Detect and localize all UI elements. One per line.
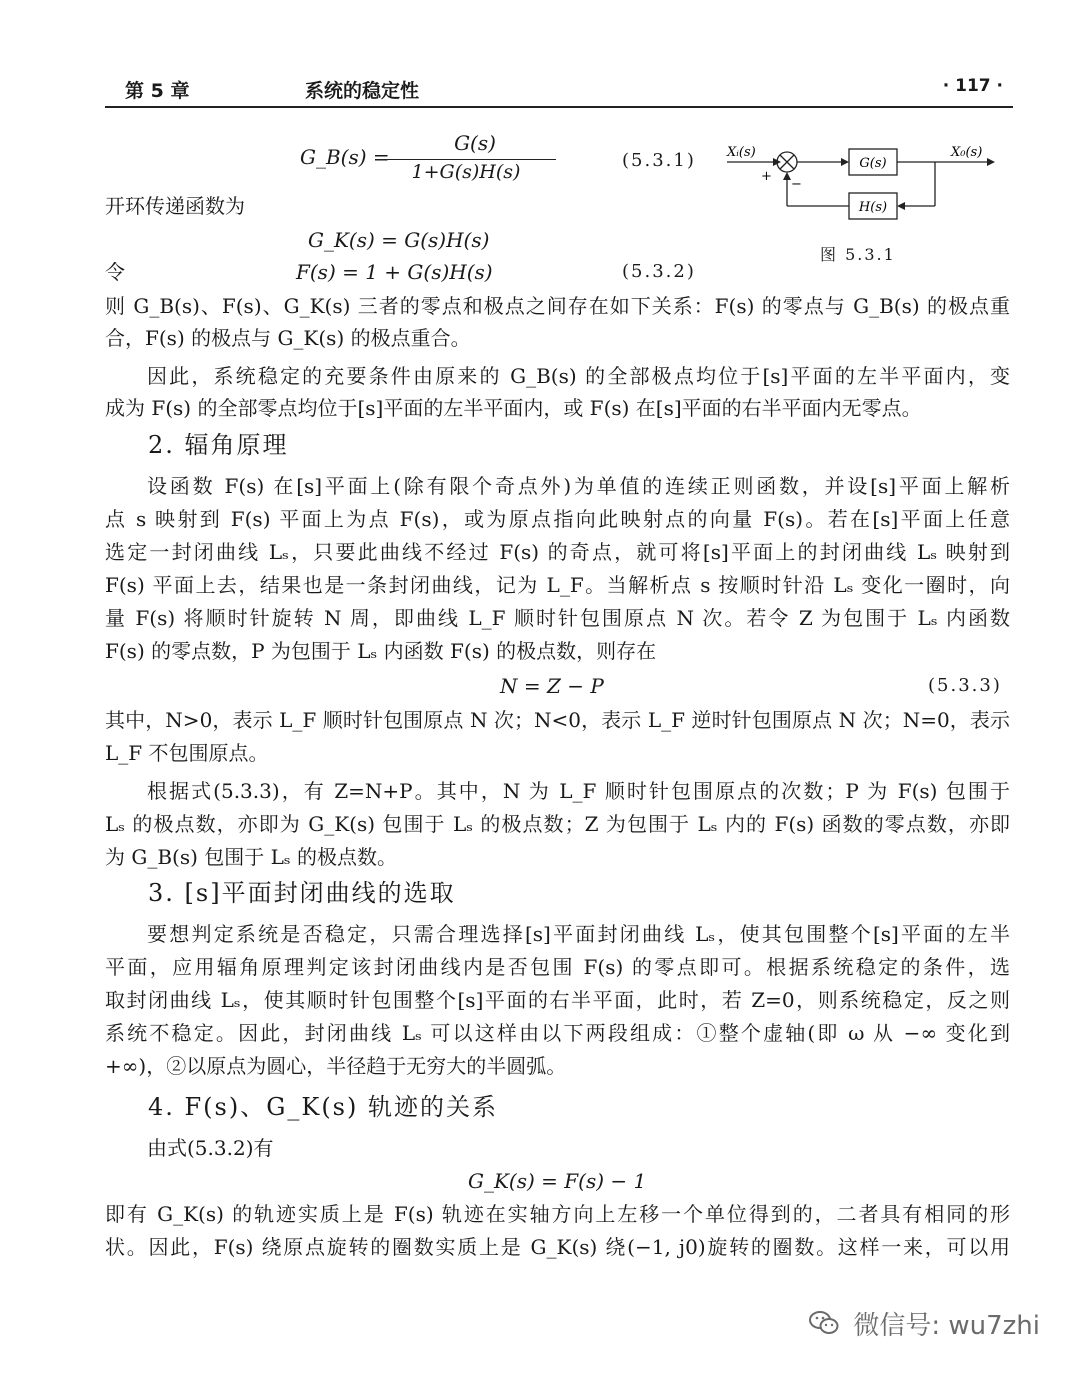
page-number: · 117 · bbox=[942, 76, 1003, 96]
eq-532-number: (5.3.2) bbox=[622, 261, 696, 282]
para4-line2: L_F 不包围原点。 bbox=[105, 741, 269, 765]
para3-line3: 选定一封闭曲线 Lₛ，只要此曲线不经过 F(s) 的奇点，就可将[s]平面上的封闭曲线 Lₛ 映射到 bbox=[105, 540, 1010, 564]
equation-5-3-2: F(s) = 1 + G(s)H(s) bbox=[296, 260, 493, 284]
minus-sign: − bbox=[791, 177, 802, 192]
para3-line6: F(s) 的零点数，P 为包围于 Lₛ 内函数 F(s) 的极点数，则存在 bbox=[105, 639, 657, 663]
output-arrowhead bbox=[987, 158, 995, 166]
para6-line3: 取封闭曲线 Lₛ，使其顺时针包围整个[s]平面的右半平面，此时，若 Z=0，则系统稳定，反之则 bbox=[105, 988, 1010, 1012]
para3-line4: F(s) 平面上去，结果也是一条封闭曲线，记为 L_F。当解析点 s 按顺时针沿 Lₛ 变化一圈时，向 bbox=[105, 573, 1010, 597]
para7: 由式(5.3.2)有 bbox=[147, 1136, 274, 1160]
para4-line1: 其中，N>0，表示 L_F 顺时针包围原点 N 次；N<0，表示 L_F 逆时针包围原点 N 次；N=0，表示 bbox=[105, 708, 1010, 732]
section-2-title: 2. 辐角原理 bbox=[148, 431, 289, 459]
para2-line2: 成为 F(s) 的全部零点均位于[s]平面的左半平面内，或 F(s) 在[s]平面的右半平面内无零点。 bbox=[105, 396, 922, 420]
section-4-title: 4. F(s)、G_K(s) 轨迹的关系 bbox=[148, 1093, 498, 1121]
equation-gk: G_K(s) = G(s)H(s) bbox=[308, 228, 490, 252]
para6-line2: 平面，应用辐角原理判定该封闭曲线内是否包围 F(s) 的零点即可。根据系统稳定的条件，选 bbox=[105, 955, 1010, 979]
ling-label: 令 bbox=[105, 260, 125, 284]
diagram-input-label: Xᵢ(s) bbox=[727, 145, 756, 160]
para6-line4: 系统不稳定。因此，封闭曲线 Lₛ 可以这样由以下两段组成：①整个虚轴(即 ω 从 −∞ 变化到 bbox=[105, 1021, 1010, 1045]
equation-gk-f: G_K(s) = F(s) − 1 bbox=[468, 1169, 647, 1193]
eq-533-number: (5.3.3) bbox=[928, 675, 1002, 696]
watermark-text: 微信号: wu7zhi bbox=[853, 1311, 1040, 1341]
forward-block-label: G(s) bbox=[859, 156, 887, 171]
plus-sign: + bbox=[761, 169, 772, 184]
running-header bbox=[105, 72, 1013, 108]
feedback-block-label: H(s) bbox=[858, 200, 888, 215]
section-3-title: 3. [s]平面封闭曲线的选取 bbox=[148, 879, 456, 907]
eq-531-lhs: G_B(s) = bbox=[300, 145, 390, 169]
para3-line5: 量 F(s) 将顺时针旋转 N 周，即曲线 L_F 顺时针包围原点 N 次。若令 Z 为包围于 Lₛ 内函数 bbox=[105, 606, 1010, 630]
wechat-watermark bbox=[809, 1305, 1040, 1343]
chapter-title: 系统的稳定性 bbox=[305, 80, 420, 102]
open-loop-intro: 开环传递函数为 bbox=[105, 194, 245, 218]
para6-line1: 要想判定系统是否稳定，只需合理选择[s]平面封闭曲线 Lₛ，使其包围整个[s]平面的左半 bbox=[147, 922, 1010, 946]
para8-line1: 即有 G_K(s) 的轨迹实质上是 F(s) 轨迹在实轴方向上左移一个单位得到的，二者具有相同的形 bbox=[105, 1202, 1010, 1226]
para5-line1: 根据式(5.3.3)，有 Z=N+P。其中，N 为 L_F 顺时针包围原点的次数；P 为 F(s) 包围于 bbox=[147, 779, 1010, 803]
wechat-icon bbox=[809, 1310, 839, 1343]
para6-line5: +∞)，②以原点为圆心，半径趋于无穷大的半圆弧。 bbox=[105, 1054, 567, 1078]
figure-caption: 图 5.3.1 bbox=[820, 245, 896, 264]
diagram-output-label: X₀(s) bbox=[951, 145, 983, 160]
para5-line2: Lₛ 的极点数，亦即为 G_K(s) 包围于 Lₛ 的极点数；Z 为包围于 Lₛ 内的 F(s) 函数的零点数，亦即 bbox=[105, 812, 1010, 836]
para2-line1: 因此，系统稳定的充要条件由原来的 G_B(s) 的全部极点均位于[s]平面的左半平面内，变 bbox=[147, 364, 1010, 388]
eq-531-number: (5.3.1) bbox=[622, 150, 696, 171]
equation-5-3-3: N = Z − P bbox=[500, 674, 604, 698]
para1-line1: 则 G_B(s)、F(s)、G_K(s) 三者的零点和极点之间存在如下关系：F(s) 的零点与 G_B(s) 的极点重 bbox=[105, 294, 1010, 318]
para8-line2: 状。因此，F(s) 绕原点旋转的圈数实质上是 G_K(s) 绕(−1, j0)旋转的圈数。这样一来，可以用 bbox=[105, 1235, 1010, 1259]
eq-531-denominator: 1+G(s)H(s) bbox=[411, 161, 521, 183]
chapter-label: 第 5 章 bbox=[125, 80, 190, 102]
para5-line3: 为 G_B(s) 包围于 Lₛ 的极点数。 bbox=[105, 845, 397, 869]
para3-line2: 点 s 映射到 F(s) 平面上为点 F(s)，或为原点指向此映射点的向量 F(s)。若在[s]平面上任意 bbox=[105, 507, 1010, 531]
para1-line2: 合，F(s) 的极点与 G_K(s) 的极点重合。 bbox=[105, 326, 471, 350]
eq-531-numerator: G(s) bbox=[454, 131, 496, 155]
fraction-bar bbox=[376, 159, 556, 160]
para3-line1: 设函数 F(s) 在[s]平面上(除有限个奇点外)为单值的连续正则函数，并设[s]平面上解析 bbox=[147, 474, 1010, 498]
